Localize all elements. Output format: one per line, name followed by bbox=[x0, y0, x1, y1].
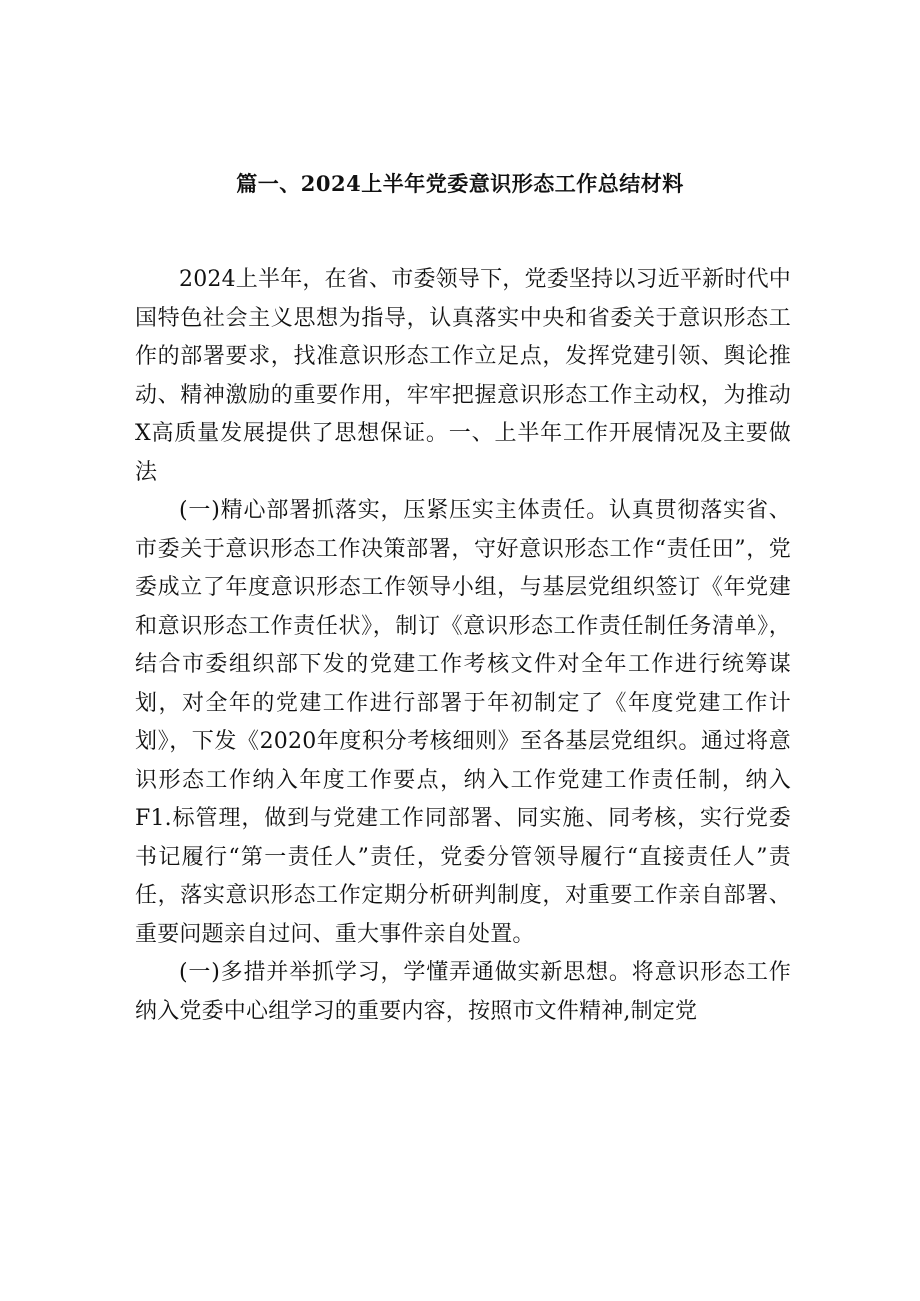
paragraph-section-1: (一)精心部署抓落实，压紧压实主体责任。认真贯彻落实省、市委关于意识形态工作决策部署，守好意识形态工作“责任田”，党委成立了年度意识形态工作领导小组，与基层党组织签订《年党建和意识形态工作责任状》，制订《意识形态工作责任制任务清单》，结合市委组织部下发的党建工作考核文件对全年工作进行统筹谋划，对全年的党建工作进行部署于年初制定了《年度党建工作计划》，下发《2020年度积分考核细则》至各基层党组织。通过将意识形态工作纳入年度工作要点，纳入工作党建工作责任制，纳入F1.标管理，做到与党建工作同部署、同实施、同考核，实行党委书记履行“第一责任人”责任，党委分管领导履行“直接责任人”责任，落实意识形态工作定期分析研判制度，对重要工作亲自部署、重要问题亲自过问、重大事件亲自处置。 bbox=[135, 498, 791, 947]
paragraph-section-2: (一)多措并举抓学习，学懂弄通做实新思想。将意识形态工作纳入党委中心组学习的重要内容，按照市文件精神,制定党 bbox=[135, 960, 791, 1024]
paragraph-intro: 2024上半年，在省、市委领导下，党委坚持以习近平新时代中国特色社会主义思想为指导，认真落实中央和省委关于意识形态工作的部署要求，找准意识形态工作立足点，发挥党建引领、舆论推动、精神激励的重要作用，牢牢把握意识形态工作主动权，为推动X高质量发展提供了思想保证。一、上半年工作开展情况及主要做法 bbox=[135, 267, 791, 485]
document-title: 篇一、2024上半年党委意识形态工作总结材料 bbox=[236, 171, 684, 196]
document-body bbox=[135, 261, 791, 1031]
